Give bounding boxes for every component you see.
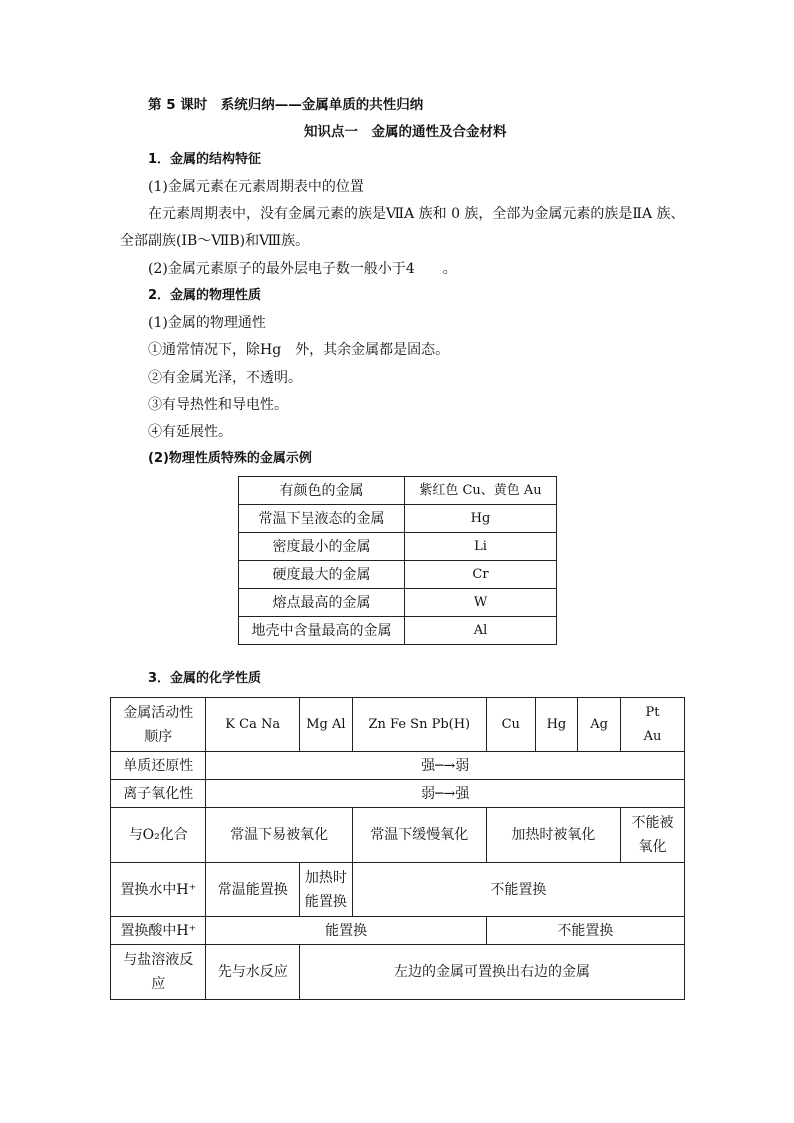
subheading-outer-electrons: (2)金属元素原子的最外层电子数一般小于4 。 [148, 261, 457, 277]
table-cell: 常温下呈液态的金属 [239, 505, 405, 533]
lesson-title: 第 5 课时 系统归纳——金属单质的共性归纳 [148, 97, 424, 113]
table-cell: Al [405, 617, 557, 645]
table-cell: 先与水反应 [206, 945, 299, 1000]
table-cell: 熔点最高的金属 [239, 589, 405, 617]
table-cell: Hg [405, 505, 557, 533]
table-cell: 常温下易被氧化 [206, 808, 352, 863]
table-cell: 能置换 [206, 917, 486, 945]
heading-physical: 2．金属的物理性质 [148, 288, 262, 303]
subheading-special-metals: (2)物理性质特殊的金属示例 [148, 451, 312, 466]
chemical-properties-table [110, 697, 685, 1000]
paragraph-line-2: 全部副族(ⅠB～ⅦB)和Ⅷ族。 [120, 233, 310, 249]
list-item: ②有金属光泽，不透明。 [148, 370, 302, 386]
table-cell: Pt Au [620, 698, 684, 752]
table-row [111, 863, 685, 917]
subheading-position: (1)金属元素在元素周期表中的位置 [148, 179, 364, 195]
row-header: 与盐溶液反 应 [111, 945, 206, 1000]
row-header: 与O₂化合 [111, 808, 206, 863]
table-row [111, 917, 685, 945]
table-cell: Li [405, 533, 557, 561]
table-cell: 弱─→强 [206, 780, 685, 808]
table-row [239, 617, 557, 645]
table-cell: 紫红色 Cu、黄色 Au [405, 477, 557, 505]
table-cell: K Ca Na [206, 698, 299, 752]
table-cell: Ag [578, 698, 621, 752]
paragraph-line-1: 在元素周期表中，没有金属元素的族是ⅦA 族和 0 族，全部为金属元素的族是ⅡA 族、 [148, 206, 685, 222]
table-row [111, 808, 685, 863]
table-cell: 常温能置换 [206, 863, 299, 917]
table-cell: 加热时 能置换 [299, 863, 352, 917]
table-row [111, 780, 685, 808]
heading-chemical: 3．金属的化学性质 [148, 671, 262, 686]
table-cell: 有颜色的金属 [239, 477, 405, 505]
table-row [111, 752, 685, 780]
table-cell: 加热时被氧化 [486, 808, 620, 863]
row-header: 离子氧化性 [111, 780, 206, 808]
list-item: ③有导热性和导电性。 [148, 397, 288, 413]
row-header: 单质还原性 [111, 752, 206, 780]
table-cell: Cu [486, 698, 535, 752]
list-item: ④有延展性。 [148, 424, 232, 440]
table-cell: 硬度最大的金属 [239, 561, 405, 589]
list-item: ①通常情况下，除Hg 外，其余金属都是固态。 [148, 342, 450, 358]
table-row [111, 945, 685, 1000]
row-header: 金属活动性 顺序 [111, 698, 206, 752]
table-cell: W [405, 589, 557, 617]
table-row [239, 561, 557, 589]
row-header: 置换酸中H⁺ [111, 917, 206, 945]
table-cell: 强─→弱 [206, 752, 685, 780]
table-cell: 不能置换 [486, 917, 684, 945]
table-row [239, 589, 557, 617]
table-cell: 常温下缓慢氧化 [352, 808, 486, 863]
table-cell: Zn Fe Sn Pb(H) [352, 698, 486, 752]
special-metals-table [238, 476, 557, 645]
table-row [239, 477, 557, 505]
section-title: 知识点一 金属的通性及合金材料 [304, 124, 507, 140]
table-row [239, 533, 557, 561]
subheading-physical-common: (1)金属的物理通性 [148, 315, 266, 331]
table-row [239, 505, 557, 533]
table-cell: Mg Al [299, 698, 352, 752]
table-cell: 左边的金属可置换出右边的金属 [299, 945, 684, 1000]
table-cell: Hg [535, 698, 578, 752]
table-cell: 不能置换 [352, 863, 684, 917]
heading-structure: 1．金属的结构特征 [148, 152, 262, 167]
table-row [111, 698, 685, 752]
table-cell: Cr [405, 561, 557, 589]
table-cell: 不能被 氧化 [620, 808, 684, 863]
row-header: 置换水中H⁺ [111, 863, 206, 917]
table-cell: 地壳中含量最高的金属 [239, 617, 405, 645]
table-cell: 密度最小的金属 [239, 533, 405, 561]
